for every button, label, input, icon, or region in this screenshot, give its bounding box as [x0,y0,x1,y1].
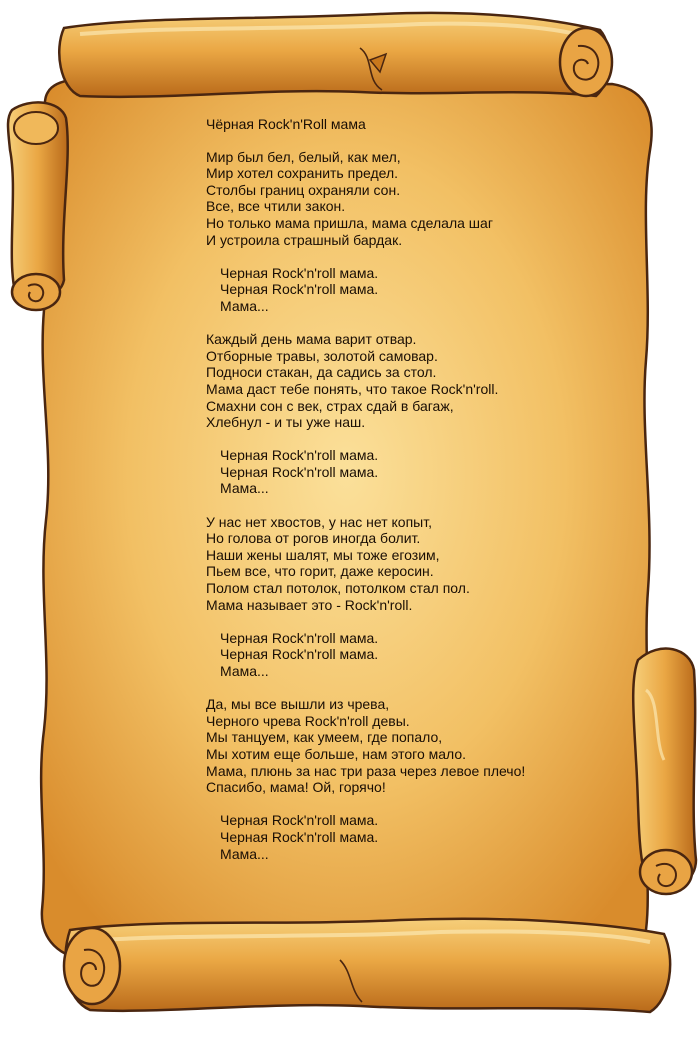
verse-line: Пьем все, что горит, даже керосин. [206,563,434,580]
verse-line: Хлебнул - и ты уже наш. [206,414,366,431]
chorus-line: Мама... [220,663,269,679]
chorus-line: Мама... [220,480,269,497]
verse-line: Мама называет это - Rock'n'roll. [206,596,413,613]
chorus-line: Черная Rock'n'roll мама. [220,812,379,829]
verse-2 [206,331,626,431]
verse-line: Мама даст тебе понять, что такое Rock'n'roll. [206,380,499,397]
verse-line: Черного чрева Rock'n'roll девы. [206,712,410,729]
verse-1 [206,149,626,249]
verse-line: Полом стал потолок, потолком стал пол. [206,580,470,597]
verse-line: Но только мама пришла, мама сделала шаг [206,214,493,231]
chorus-line: Черная Rock'n'roll мама. [220,264,379,281]
chorus-line: Мама... [220,845,269,862]
bottom-scroll-roll [64,919,670,1012]
top-scroll-roll [59,13,612,97]
verse-line: Мы хотим еще больше, нам этого мало. [206,745,467,762]
verse-line: Все, все чтили закон. [206,198,346,215]
verse-line: Мир хотел сохранить предел. [206,165,399,182]
verse-line: Мама, плюнь за нас три раза через левое плечо! [206,762,526,779]
chorus-3 [206,630,626,680]
song-title: Чёрная Rock'n'Roll мама [206,116,366,132]
chorus-line: Черная Rock'n'roll мама. [220,281,379,298]
chorus-line: Черная Rock'n'roll мама. [220,646,379,663]
verse-line: И устроила страшный бардак. [206,231,403,248]
chorus-line: Черная Rock'n'roll мама. [220,463,379,480]
verse-line: Подноси стакан, да садись за стол. [206,364,437,381]
verse-line: У нас нет хвостов, у нас нет копыт, [206,513,432,530]
chorus-line: Мама... [220,297,269,314]
verse-3 [206,514,626,614]
chorus-line: Черная Rock'n'roll мама. [220,629,379,646]
left-scroll-curl [8,102,68,310]
verse-line: Мир был бел, белый, как мел, [206,148,401,165]
verse-4 [206,696,626,796]
verse-line: Каждый день мама варит отвар. [206,331,417,348]
verse-line: Столбы границ охраняли сон. [206,181,401,198]
chorus-line: Черная Rock'n'roll мама. [220,447,379,464]
verse-line: Наши жены шалят, мы тоже егозим, [206,546,440,563]
chorus-line: Черная Rock'n'roll мама. [220,828,379,845]
right-scroll-roll [633,649,696,894]
verse-line: Отборные травы, золотой самовар. [206,347,438,364]
verse-line: Спасибо, мама! Ой, горячо! [206,779,386,796]
verse-line: Мы танцуем, как умеем, где попало, [206,729,443,746]
chorus-1 [206,265,626,315]
chorus-2 [206,447,626,497]
verse-line: Да, мы все вышли из чрева, [206,696,390,713]
verse-line: Но голова от рогов иногда болит. [206,530,421,547]
chorus-4 [206,812,626,862]
verse-line: Смахни сон с век, страх сдай в багаж, [206,397,454,414]
lyrics-text [206,116,626,879]
